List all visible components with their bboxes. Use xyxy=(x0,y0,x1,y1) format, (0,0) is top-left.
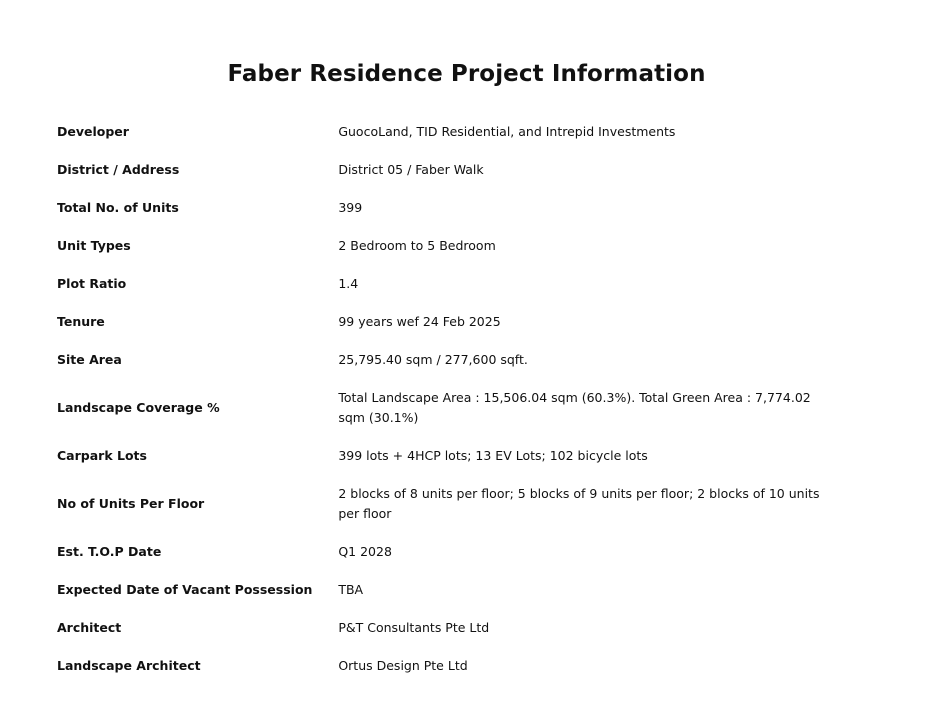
table-row-carpark-lots xyxy=(57,437,837,475)
row-label: Est. T.O.P Date xyxy=(57,544,162,559)
table-row-site-area xyxy=(57,341,837,379)
row-value: 399 xyxy=(338,200,363,215)
project-info-table xyxy=(57,113,837,685)
table-row-landscape-architect xyxy=(57,647,837,685)
row-label: Landscape Architect xyxy=(57,658,201,673)
row-label: Tenure xyxy=(57,314,105,329)
row-label: Landscape Coverage % xyxy=(57,400,220,415)
row-label: District / Address xyxy=(57,162,180,177)
row-label: Total No. of Units xyxy=(57,200,179,215)
row-value: 1.4 xyxy=(338,276,359,291)
table-row-total-units xyxy=(57,189,837,227)
row-value: 399 lots + 4HCP lots; 13 EV Lots; 102 bicycle lots xyxy=(338,448,648,463)
row-value: Q1 2028 xyxy=(338,544,392,559)
row-value: GuocoLand, TID Residential, and Intrepid Investments xyxy=(338,124,676,139)
row-label: Architect xyxy=(57,620,122,635)
table-row-unit-types xyxy=(57,227,837,265)
row-value: 2 Bedroom to 5 Bedroom xyxy=(338,238,496,253)
table-row-plot-ratio xyxy=(57,265,837,303)
table-row-vacant-possession xyxy=(57,571,837,609)
table-row-units-per-floor xyxy=(57,475,837,533)
table-row-landscape-coverage xyxy=(57,379,837,437)
row-label: Unit Types xyxy=(57,238,131,253)
row-label: Plot Ratio xyxy=(57,276,127,291)
row-value: TBA xyxy=(338,582,364,597)
row-label: Site Area xyxy=(57,352,122,367)
row-value: Total Landscape Area : 15,506.04 sqm (60.3%). Total Green Area : 7,774.02 sqm (30.1%) xyxy=(338,390,811,425)
row-label: Expected Date of Vacant Possession xyxy=(57,582,313,597)
row-value: 2 blocks of 8 units per floor; 5 blocks of 9 units per floor; 2 blocks of 10 units per floor xyxy=(338,486,820,521)
row-value: District 05 / Faber Walk xyxy=(338,162,484,177)
table-row-top-date xyxy=(57,533,837,571)
row-label: No of Units Per Floor xyxy=(57,496,205,511)
row-value: Ortus Design Pte Ltd xyxy=(338,658,468,673)
table-row-tenure xyxy=(57,303,837,341)
table-row-district-address xyxy=(57,151,837,189)
table-row-developer xyxy=(57,113,837,151)
table-row-architect xyxy=(57,609,837,647)
page-title: Faber Residence Project Information xyxy=(227,61,706,87)
row-label: Developer xyxy=(57,124,129,139)
row-label: Carpark Lots xyxy=(57,448,147,463)
row-value: 99 years wef 24 Feb 2025 xyxy=(338,314,501,329)
row-value: 25,795.40 sqm / 277,600 sqft. xyxy=(338,352,528,367)
row-value: P&T Consultants Pte Ltd xyxy=(338,620,490,635)
